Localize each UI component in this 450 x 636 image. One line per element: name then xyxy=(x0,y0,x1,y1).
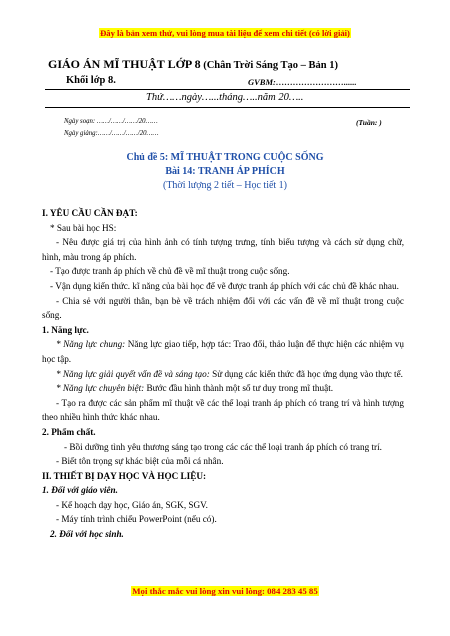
requirement-item: - Tạo được tranh áp phích về chủ đề về mĩ thuật trong cuộc sống. xyxy=(50,266,290,277)
competence-specific-label: * Năng lực chuyên biệt: xyxy=(56,383,145,394)
title-main: GIÁO ÁN MĨ THUẬT LỚP 8 xyxy=(48,57,201,71)
competence-specific-text: Bước đầu hình thành một số tư duy trong mĩ thuật. xyxy=(144,383,334,394)
competence-general-label: * Năng lực chung: xyxy=(56,339,126,350)
header-divider-top xyxy=(45,89,410,90)
contact-text: Mọi thắc mắc vui lòng xin vui lòng: 084 283 45 85 xyxy=(132,586,318,596)
competence-general-text: Năng lực giao tiếp, hợp tác: Trao đổi, thảo luận để thực hiện các nhiệm vụ học tập. xyxy=(42,339,404,364)
preparation-date: Ngày soạn: ……/……/……/20…… xyxy=(64,118,158,125)
title-edition: (Chân Trời Sáng Tạo – Bản 1) xyxy=(200,60,338,71)
preview-notice-text: Đây là bản xem thử, vui lòng mua tài liệu để xem chi tiết (có lời giải) xyxy=(100,28,350,38)
competence-problem-solving xyxy=(42,367,404,382)
teacher-item: - Máy tính trình chiếu PowerPoint (nếu có). xyxy=(56,514,217,525)
date-line: Thứ……ngày…...tháng…..năm 20….. xyxy=(146,92,304,103)
subheading-teacher: 1. Đối với giáo viên. xyxy=(42,485,118,496)
competence-problem-solving-text: Sử dụng các kiến thức đã học ứng dụng vào thực tế. xyxy=(209,368,403,379)
teaching-date: Ngày giảng:……/……/……/20…… xyxy=(64,130,159,137)
subheading-qualities: 2. Phẩm chất. xyxy=(42,426,96,437)
teacher-field: GVBM:……………………...... xyxy=(248,77,357,87)
competence-specific xyxy=(42,381,404,396)
contact-banner xyxy=(0,586,450,596)
grade-label: Khối lớp 8. xyxy=(66,75,116,86)
week-label: (Tuần: ) xyxy=(356,118,382,127)
teacher-item: - Kế hoạch dạy học, Giáo án, SGK, SGV. xyxy=(56,499,208,510)
requirements-intro: * Sau bài học HS: xyxy=(50,222,117,233)
requirement-item: - Nêu được giá trị của hình ảnh có tính tượng trưng, tính biểu tượng và cách sử dụng chữ, hình, màu trong áp phích. xyxy=(42,237,404,262)
document-title xyxy=(48,57,338,72)
section-heading-requirements: I. YÊU CẦU CẦN ĐẠT: xyxy=(42,208,138,218)
header-divider-bottom xyxy=(45,107,410,108)
competence-specific-item: - Tạo ra được các sản phẩm mĩ thuật về các thể loại tranh áp phích có trang trí và hình tượng theo nhiều hình thức khác nhau. xyxy=(42,397,404,423)
document-body xyxy=(42,206,404,542)
subheading-competence: 1. Năng lực. xyxy=(42,324,89,335)
preview-notice-banner xyxy=(0,28,450,38)
competence-general xyxy=(42,337,404,366)
subheading-student: 2. Đối với học sinh. xyxy=(50,529,124,540)
quality-item: - Biết tôn trọng sự khác biệt của mỗi cá nhân. xyxy=(56,456,224,467)
lesson-duration: (Thời lượng 2 tiết – Học tiết 1) xyxy=(162,180,288,191)
quality-item: - Bồi dưỡng tình yêu thương sáng tạo trong các các thể loại tranh áp phích có trang trí. xyxy=(64,441,382,452)
topic-heading: Chủ đề 5: MĨ THUẬT TRONG CUỘC SỐNG xyxy=(126,152,324,163)
competence-problem-solving-label: * Năng lực giải quyết vấn đề và sáng tạo: xyxy=(56,368,210,379)
requirement-item: - Chia sẻ với người thân, bạn bè về trách nhiệm đối với các vấn đề về mĩ thuật trong cuộc sống. xyxy=(42,295,404,321)
lesson-title: Bài 14: TRANH ÁP PHÍCH xyxy=(165,166,285,177)
requirement-item: - Vận dụng kiến thức. kĩ năng của bài học để vẽ được tranh áp phích với các chủ đề khác nhau. xyxy=(50,280,399,291)
section-heading-equipment: II. THIẾT BỊ DẠY HỌC VÀ HỌC LIỆU: xyxy=(42,470,207,481)
